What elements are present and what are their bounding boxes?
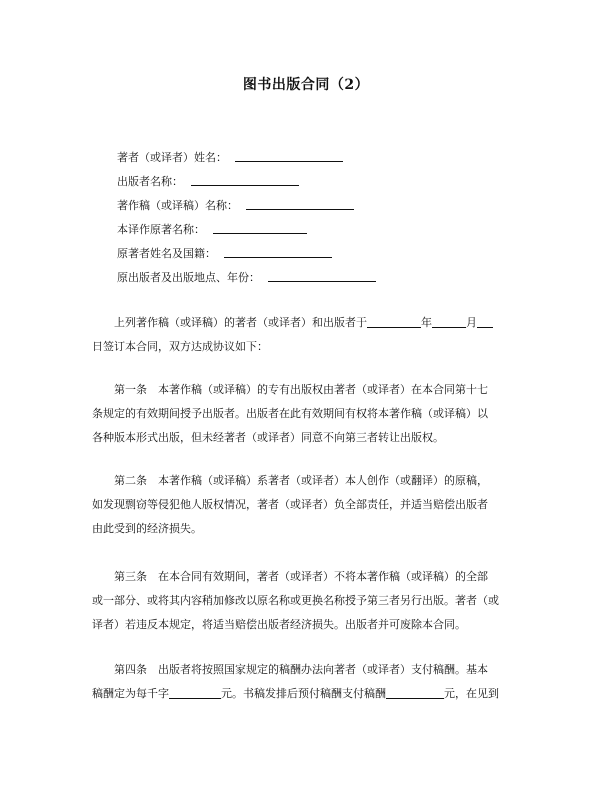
article-2-line-3: 由此受到的经济损失。 (92, 522, 202, 535)
article-4-line-1: 第四条 出版者将按照国家规定的稿酬办法向著者（或译者）支付稿酬。基本 (114, 663, 488, 676)
article-3 (92, 565, 521, 637)
article-4-text-c: 元，在见到 (444, 687, 499, 700)
year-label: 年 (421, 316, 432, 329)
field-label: 原出版者及出版地点、年份： (117, 271, 260, 284)
field-label: 出版者名称： (117, 175, 183, 188)
article-4 (92, 658, 521, 706)
article-2-line-1: 第二条 本著作稿（或译稿）系著者（或译者）本人创作（或翻译）的原稿， (114, 474, 488, 487)
article-4-text-b: 元。书稿发排后预付稿酬支付稿酬 (221, 687, 386, 700)
article-2-line-2: 如发现剽窃等侵犯他人版权情况，著者（或译者）负全部责任，并适当赔偿出版者 (92, 498, 488, 511)
field-label: 本译作原著名称： (117, 223, 205, 236)
party-info-fields (117, 149, 376, 293)
manuscript-name-field (117, 197, 376, 221)
original-publisher-field (117, 269, 376, 293)
intro-line-1 (92, 311, 521, 335)
publisher-name-field (117, 173, 376, 197)
original-author-field (117, 245, 376, 269)
article-2 (92, 469, 521, 541)
article-1-line-1: 第一条 本著作稿（或译稿）的专有出版权由著者（或译者）在本合同第十七 (114, 383, 488, 396)
intro-paragraph (92, 311, 521, 359)
article-1 (92, 378, 521, 450)
original-publisher-blank[interactable] (268, 269, 376, 282)
document-title: 图书出版合同（2） (242, 77, 370, 93)
author-name-blank[interactable] (235, 149, 343, 162)
original-work-name-field (117, 221, 376, 245)
article-1-line-3: 各种版本形式出版，但未经著者（或译者）同意不向第三者转让出版权。 (92, 431, 444, 444)
intro-line-2: 日签订本合同，双方达成协议如下： (92, 340, 268, 353)
field-label: 著者（或译者）姓名： (117, 151, 227, 164)
original-author-blank[interactable] (224, 245, 332, 258)
manuscript-name-blank[interactable] (246, 197, 354, 210)
article-4-text-a: 稿酬定为每千字 (92, 687, 169, 700)
field-label: 原著者姓名及国籍： (117, 247, 216, 260)
article-4-line-2 (92, 682, 521, 706)
month-blank[interactable] (432, 314, 466, 328)
original-work-name-blank[interactable] (213, 221, 307, 234)
author-name-field (117, 149, 376, 173)
article-3-line-2: 或一部分、或将其内容稍加修改以原名称或更换名称授予第三者另行出版。著者（或 (92, 594, 499, 607)
year-blank[interactable] (367, 314, 421, 328)
publisher-name-blank[interactable] (191, 173, 299, 186)
article-1-line-2: 条规定的有效期间授予出版者。出版者在此有效期间有权将本著作稿（或译稿）以 (92, 407, 488, 420)
article-3-line-1: 第三条 在本合同有效期间，著者（或译者）不将本著作稿（或译稿）的全部 (114, 570, 488, 583)
month-label: 月 (466, 316, 477, 329)
field-label: 著作稿（或译稿）名称： (117, 199, 238, 212)
day-blank[interactable] (477, 314, 493, 328)
advance-payment-blank[interactable] (386, 685, 444, 699)
rate-per-thousand-blank[interactable] (169, 685, 221, 699)
article-3-line-3: 译者）若违反本规定，将适当赔偿出版者经济损失。出版者并可废除本合同。 (92, 618, 466, 631)
intro-text: 上列著作稿（或译稿）的著者（或译者）和出版者于 (114, 316, 367, 329)
